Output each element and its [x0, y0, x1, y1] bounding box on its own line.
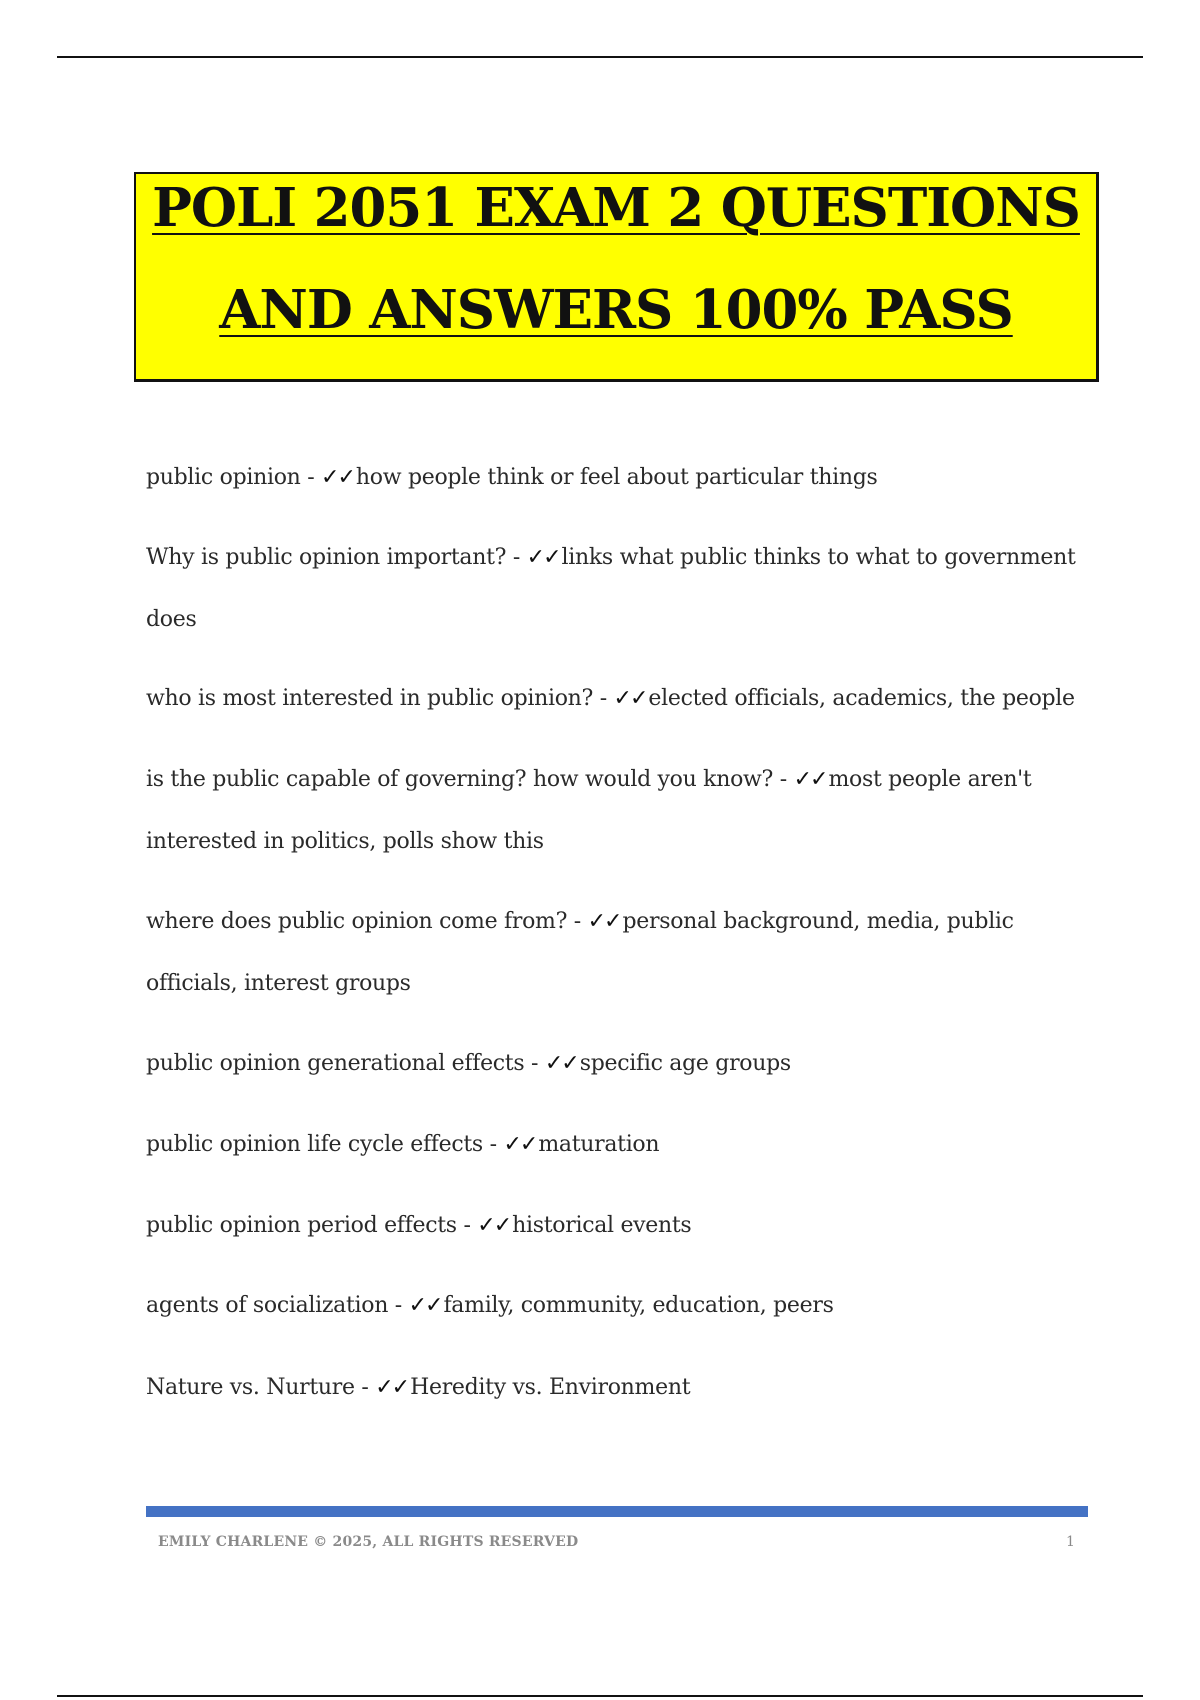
double-check-icon: ✓✓: [503, 1132, 537, 1157]
qa-answer: specific age groups: [579, 1051, 791, 1076]
qa-answer: links what public thinks to what to government does: [146, 545, 1076, 632]
qa-question: agents of socialization -: [146, 1293, 409, 1318]
qa-item: [146, 1195, 1086, 1257]
qa-question: public opinion period effects -: [146, 1213, 478, 1238]
top-rule: [57, 56, 1143, 58]
qa-question: Why is public opinion important? -: [146, 545, 527, 570]
qa-question: is the public capable of governing? how would you know? -: [146, 767, 794, 792]
double-check-icon: ✓✓: [408, 1293, 442, 1318]
qa-answer: historical events: [512, 1213, 692, 1238]
double-check-icon: ✓✓: [321, 465, 354, 490]
qa-item: [146, 447, 1086, 509]
double-check-icon: ✓✓: [613, 686, 647, 711]
qa-item: [146, 891, 1086, 1015]
double-check-icon: ✓✓: [793, 767, 827, 792]
qa-answer: personal background, media, public officials, interest groups: [146, 909, 1014, 996]
qa-item: [146, 1275, 1086, 1337]
double-check-icon: ✓✓: [375, 1375, 409, 1400]
title-line-1: POLI 2051 EXAM 2 QUESTIONS: [152, 177, 1080, 239]
qa-answer: family, community, education, peers: [443, 1293, 834, 1318]
bottom-rule: [57, 1695, 1143, 1697]
qa-item: [146, 1114, 1086, 1176]
qa-item: [146, 527, 1086, 651]
qa-answer: elected officials, academics, the people: [648, 686, 1075, 711]
double-check-icon: ✓✓: [587, 909, 621, 934]
qa-item: [146, 749, 1086, 873]
title-banner: [134, 172, 1099, 382]
footer-copyright: EMILY CHARLENE © 2025, ALL RIGHTS RESERVED: [158, 1534, 579, 1550]
qa-question: where does public opinion come from? -: [146, 909, 588, 934]
qa-answer: most people aren't interested in politics, polls show this: [146, 767, 1032, 854]
page-number: 1: [1066, 1534, 1075, 1550]
double-check-icon: ✓✓: [544, 1051, 578, 1076]
qa-question: public opinion life cycle effects -: [146, 1132, 504, 1157]
qa-question: Nature vs. Nurture -: [146, 1375, 376, 1400]
qa-answer: how people think or feel about particular things: [355, 465, 878, 490]
footer-bar: [146, 1506, 1088, 1517]
qa-answer: Heredity vs. Environment: [410, 1375, 691, 1400]
double-check-icon: ✓✓: [526, 545, 560, 570]
title-line-2: AND ANSWERS 100% PASS: [219, 279, 1013, 341]
double-check-icon: ✓✓: [477, 1213, 511, 1238]
qa-item: [146, 1033, 1086, 1095]
qa-question: who is most interested in public opinion? -: [146, 686, 614, 711]
qa-item: [146, 668, 1086, 730]
qa-answer: maturation: [538, 1132, 660, 1157]
qa-question: public opinion -: [146, 465, 322, 490]
qa-item: [146, 1357, 1086, 1419]
qa-question: public opinion generational effects -: [146, 1051, 545, 1076]
